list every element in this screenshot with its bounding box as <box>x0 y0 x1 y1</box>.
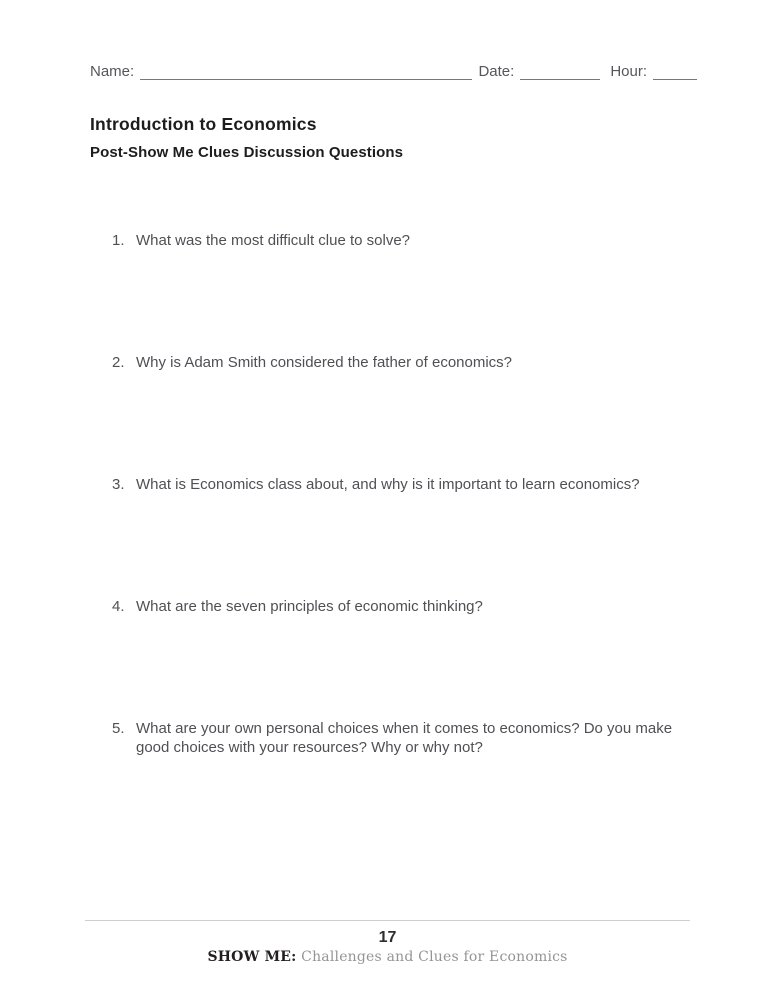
question-item-2 <box>112 354 703 373</box>
question-item-1 <box>112 232 703 251</box>
question-text: What are the seven principles of economic thinking? <box>136 598 483 615</box>
date-label: Date: <box>478 63 515 80</box>
page-number: 17 <box>378 929 397 946</box>
question-text: What are your own personal choices when it comes to economics? Do you make good choices with your resources? Why or why not? <box>136 720 673 756</box>
series-label: SHOW ME: <box>207 949 297 965</box>
question-text: What was the most difficult clue to solve? <box>136 232 411 249</box>
question-text: Why is Adam Smith considered the father of economics? <box>136 354 513 371</box>
questions-list <box>112 232 703 861</box>
name-label: Name: <box>90 63 135 80</box>
footer-divider-line <box>85 920 690 921</box>
question-number: 1. <box>112 232 125 249</box>
question-item-3 <box>112 476 703 495</box>
page-subtitle: Post-Show Me Clues Discussion Questions <box>90 144 404 161</box>
date-blank-line <box>520 62 600 80</box>
question-number: 3. <box>112 476 125 493</box>
question-number: 4. <box>112 598 125 615</box>
question-number: 5. <box>112 720 125 737</box>
question-number: 2. <box>112 354 125 371</box>
footer-credit <box>85 949 690 965</box>
question-text: What is Economics class about, and why is it important to learn economics? <box>136 476 640 493</box>
question-item-5 <box>112 720 703 757</box>
series-title: Challenges and Clues for Economics <box>296 949 568 965</box>
page-title: Introduction to Economics <box>90 114 317 134</box>
question-item-4 <box>112 598 703 617</box>
hour-label: Hour: <box>610 63 647 80</box>
name-date-hour-row <box>90 62 697 83</box>
hour-blank-line <box>653 62 697 80</box>
name-blank-line <box>140 62 472 80</box>
